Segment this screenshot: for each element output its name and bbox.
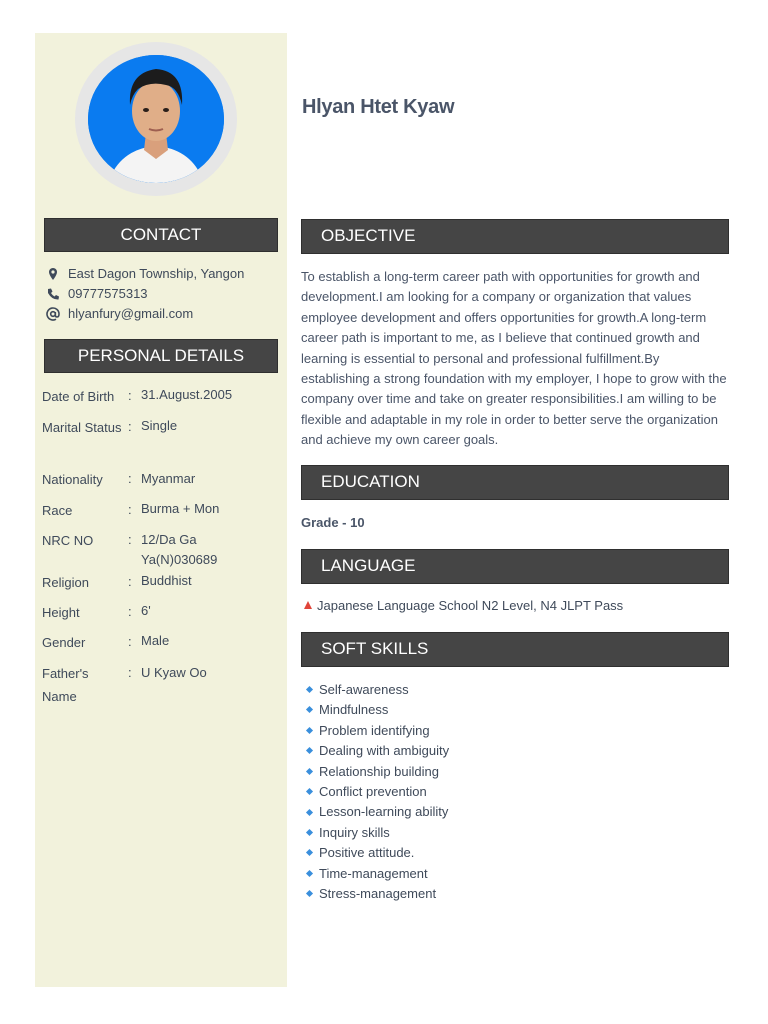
list-item [305,884,449,904]
diamond-bullet-icon [306,808,313,815]
list-item [305,864,449,884]
skill-text: Inquiry skills [319,824,390,840]
skill-text: Dealing with ambiguity [319,743,450,759]
pd-label-nationality: Nationality [42,472,103,487]
education-header: EDUCATION [301,465,729,500]
triangle-bullet-icon [304,601,312,609]
pd-label-father: Father's Name [42,666,89,704]
pd-value-dob: 31.August.2005 [141,387,233,402]
pd-value-gender: Male [141,633,170,648]
skill-text: Stress-management [319,886,437,902]
pd-colon: : [128,634,132,649]
diamond-bullet-icon [306,890,313,897]
skill-text: Time-management [319,865,428,881]
pd-value-religion: Buddhist [141,573,192,588]
pd-label-race: Race [42,503,73,518]
diamond-bullet-icon [306,686,313,693]
pd-label-gender: Gender [42,635,86,650]
education-text: Grade - 10 [301,515,365,530]
location-pin-icon [46,267,60,281]
profile-photo [88,55,224,183]
list-item [305,762,449,782]
diamond-bullet-icon [306,870,313,877]
diamond-bullet-icon [306,829,313,836]
pd-value-marital: Single [141,418,178,433]
diamond-bullet-icon [306,727,313,734]
objective-text: To establish a long-term career path with opportunities for growth and development.I am looking for a company or organization that values employee development and offers opportunities for growth.A long-term career path is important to me, as I believe that continued growth and learning is essential to personal and professional fulfillment.By establishing a strong foundation with my employer, I hope to grow with the company over time and take on greater responsibilities.I am willing to be flexible and adaptable in my role in order to better serve the organization and achieve my own career goals. [301,269,727,448]
list-item [305,680,449,700]
pd-colon: : [128,574,132,589]
skill-text: Relationship building [319,763,439,779]
pd-value-height: 6' [141,603,151,618]
pd-label-dob: Date of Birth [42,389,115,404]
contact-address-text: East Dagon Township, Yangon [68,266,245,281]
skill-text: Self-awareness [319,682,409,697]
contact-header: CONTACT [44,218,278,252]
skill-text: Lesson-learning ability [319,804,449,820]
list-item [305,741,449,761]
language-header: LANGUAGE [301,549,729,584]
skill-text: Conflict prevention [319,784,427,800]
list-item [305,823,449,843]
pd-value-nrc: 12/Da Ga Ya(N)030689 [141,532,218,567]
skill-text: Problem identifying [319,722,430,738]
pd-colon: : [128,502,132,517]
pd-colon: : [128,471,132,486]
list-item [305,721,449,741]
page-title: Hlyan Htet Kyaw [302,96,455,118]
language-item [304,598,623,613]
list-item [305,782,449,802]
diamond-bullet-icon [306,706,313,713]
pd-value-race: Burma + Mon [141,501,220,516]
skill-text: Mindfulness [319,702,389,718]
pd-colon: : [128,419,132,434]
list-item [305,802,449,822]
pd-colon: : [128,665,132,680]
diamond-bullet-icon [306,768,313,775]
at-sign-icon [46,307,60,321]
soft-skills-list [305,680,449,904]
pd-colon: : [128,388,132,403]
list-item [305,700,449,720]
contact-email-text: hlyanfury@gmail.com [68,306,194,321]
pd-value-father: U Kyaw Oo [141,665,207,680]
pd-label-marital: Marital Status [42,420,122,435]
pd-colon: : [128,532,132,547]
pd-label-nrc: NRC NO [42,533,94,548]
person-avatar-icon [88,55,224,183]
pd-value-nationality: Myanmar [141,471,196,486]
pd-label-religion: Religion [42,575,89,590]
language-item-text: Japanese Language School N2 Level, N4 JLPT Pass [317,598,624,613]
pd-colon: : [128,604,132,619]
personal-details-header: PERSONAL DETAILS [44,339,278,373]
contact-phone-text: 09777575313 [68,286,148,301]
phone-icon [46,287,60,301]
diamond-bullet-icon [306,788,313,795]
pd-label-height: Height [42,605,80,620]
list-item [305,843,449,863]
diamond-bullet-icon [306,849,313,856]
diamond-bullet-icon [306,747,313,754]
skill-text: Positive attitude. [319,845,415,861]
objective-header: OBJECTIVE [301,219,729,254]
soft-skills-header: SOFT SKILLS [301,632,729,667]
